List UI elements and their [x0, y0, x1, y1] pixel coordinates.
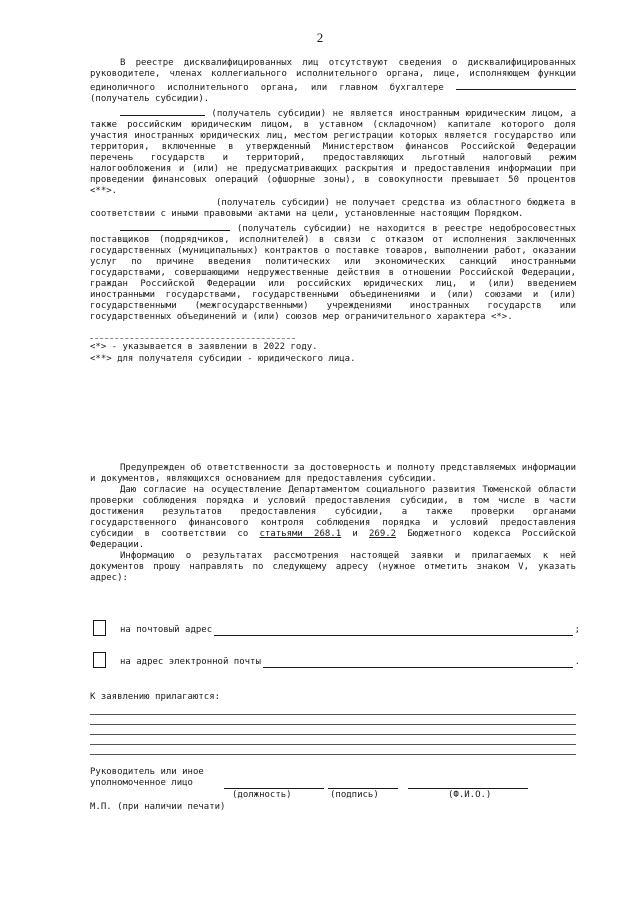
signature-caption: (подпись)	[330, 790, 379, 800]
signature-line[interactable]	[328, 788, 398, 789]
attachment-line-1[interactable]	[90, 714, 576, 715]
email-label: на адрес электронной почты	[120, 657, 261, 667]
postal-checkbox[interactable]	[93, 620, 106, 636]
registry-paragraph	[90, 221, 576, 323]
footnote-1: <*> - указывается в заявлении в 2022 году.	[90, 342, 318, 352]
consent-paragraph	[90, 485, 576, 551]
full-name-line[interactable]	[408, 788, 528, 789]
signatory-title-2: уполномоченное лицо	[90, 778, 193, 788]
option-postal	[90, 620, 580, 636]
email-address-field[interactable]	[263, 657, 573, 668]
footnote-2: <**> для получателя субсидии - юридического лица.	[90, 354, 356, 364]
consent-text: Даю согласие на осуществление Департаментом социального развития Тюменской области проверки соблюдения порядка и условий предоставления субсидии, в том числе в части достижения результатов предоставления субсидии, а также проверки органами государственного финансового контроля соблюдения порядка и условий предоставления субсидии в соответствии со	[90, 485, 576, 539]
declaration-block	[90, 463, 576, 584]
position-line[interactable]	[224, 788, 324, 789]
disqualified-paragraph	[90, 58, 576, 105]
consent-and: и	[352, 529, 358, 539]
email-checkbox[interactable]	[93, 652, 106, 668]
info-request-paragraph: Информацию о результатах рассмотрения настоящей заявки и прилагаемых к ней документов прошу направлять по следующему адресу (нужное отметить знаком V, указать адрес):	[90, 551, 576, 583]
recipient-blank	[120, 221, 230, 231]
footnote-separator	[90, 338, 295, 339]
option-email	[90, 652, 580, 668]
attachment-line-5[interactable]	[90, 754, 576, 755]
postal-label: на почтовый адрес	[120, 625, 213, 635]
stamp-note: М.П. (при наличии печати)	[90, 802, 226, 812]
recipient-blank	[456, 80, 576, 90]
link-article-268-1[interactable]: статьями 268.1	[259, 529, 342, 539]
full-name-caption: (Ф.И.О.)	[448, 790, 492, 800]
registry-text: (получатель субсидии) не находится в реестре недобросовестных поставщиков (подрядчиков, исполнителей) в связи с отказом от исполнения заключенных государственных (муниципальных) контрактов о поставке товаров, выполнении работ, оказании услуг по причине введения политических или экономических санкций иностранными государствами, совершающими недружественные действия в отношении Российской Федерации, граждан Российской Федерации или российских юридических лиц, и (или) введением иностранными государствами, государственными объединениями и (или) союзами и (или) государственными (межгосударственными) учреждениями иностранных государств или государственных объединений и (или) союзов мер ограничительного характера <*>.	[90, 224, 576, 322]
statements-block	[90, 58, 576, 365]
disqualified-text-end: (получатель субсидии).	[90, 94, 210, 104]
warning-paragraph: Предупрежден об ответственности за достоверность и полноту представляемых информации и документов, являющихся основанием для предоставления субсидии.	[90, 463, 576, 484]
foreign-entity-text: (получатель субсидии) не является иностранным юридическим лицом, а также российским юридическим лицом, в уставном (складочном) капитале которого доля участия иностранных юридических лиц, местом регистрации которых является государство или территория, включенные в утвержденный Министерством финансов Российской Федерации перечень государств и территорий, предоставляющих льготный налоговый режим налогообложения и (или) не предусматривающих раскрытия и предоставления информации при проведении финансовых операций (офшорные зоны), в совокупности превышает 50 процентов <**>.	[90, 109, 576, 196]
page-number: 2	[316, 30, 324, 45]
email-end: .	[574, 657, 580, 667]
foreign-entity-paragraph	[90, 106, 576, 197]
postal-end: ;	[574, 625, 580, 635]
attachment-line-2[interactable]	[90, 724, 576, 725]
consent-text-end: Бюджетного кодекса Российской Федерации.	[90, 529, 577, 550]
attachment-line-4[interactable]	[90, 744, 576, 745]
budget-text: (получатель субсидии) не получает средства из областного бюджета в соответствии с иными правовыми актами на цели, установленные настоящим Порядком.	[90, 198, 576, 219]
attachments-label: К заявлению прилагаются:	[90, 692, 221, 702]
link-article-269-2[interactable]: 269.2	[369, 529, 397, 539]
signatory-title-1: Руководитель или иное	[90, 767, 204, 777]
attachment-line-3[interactable]	[90, 734, 576, 735]
disqualified-text: В реестре дисквалифицированных лиц отсутствуют сведения о дисквалифицированных руководителе, членах коллегиального исполнительного органа, лице, исполняющем функции единоличного исполнительного органа, или главном бухгалтере	[90, 58, 576, 93]
position-caption: (должность)	[232, 790, 292, 800]
postal-address-field[interactable]	[214, 625, 572, 636]
recipient-blank	[120, 106, 205, 116]
budget-paragraph	[90, 198, 576, 220]
